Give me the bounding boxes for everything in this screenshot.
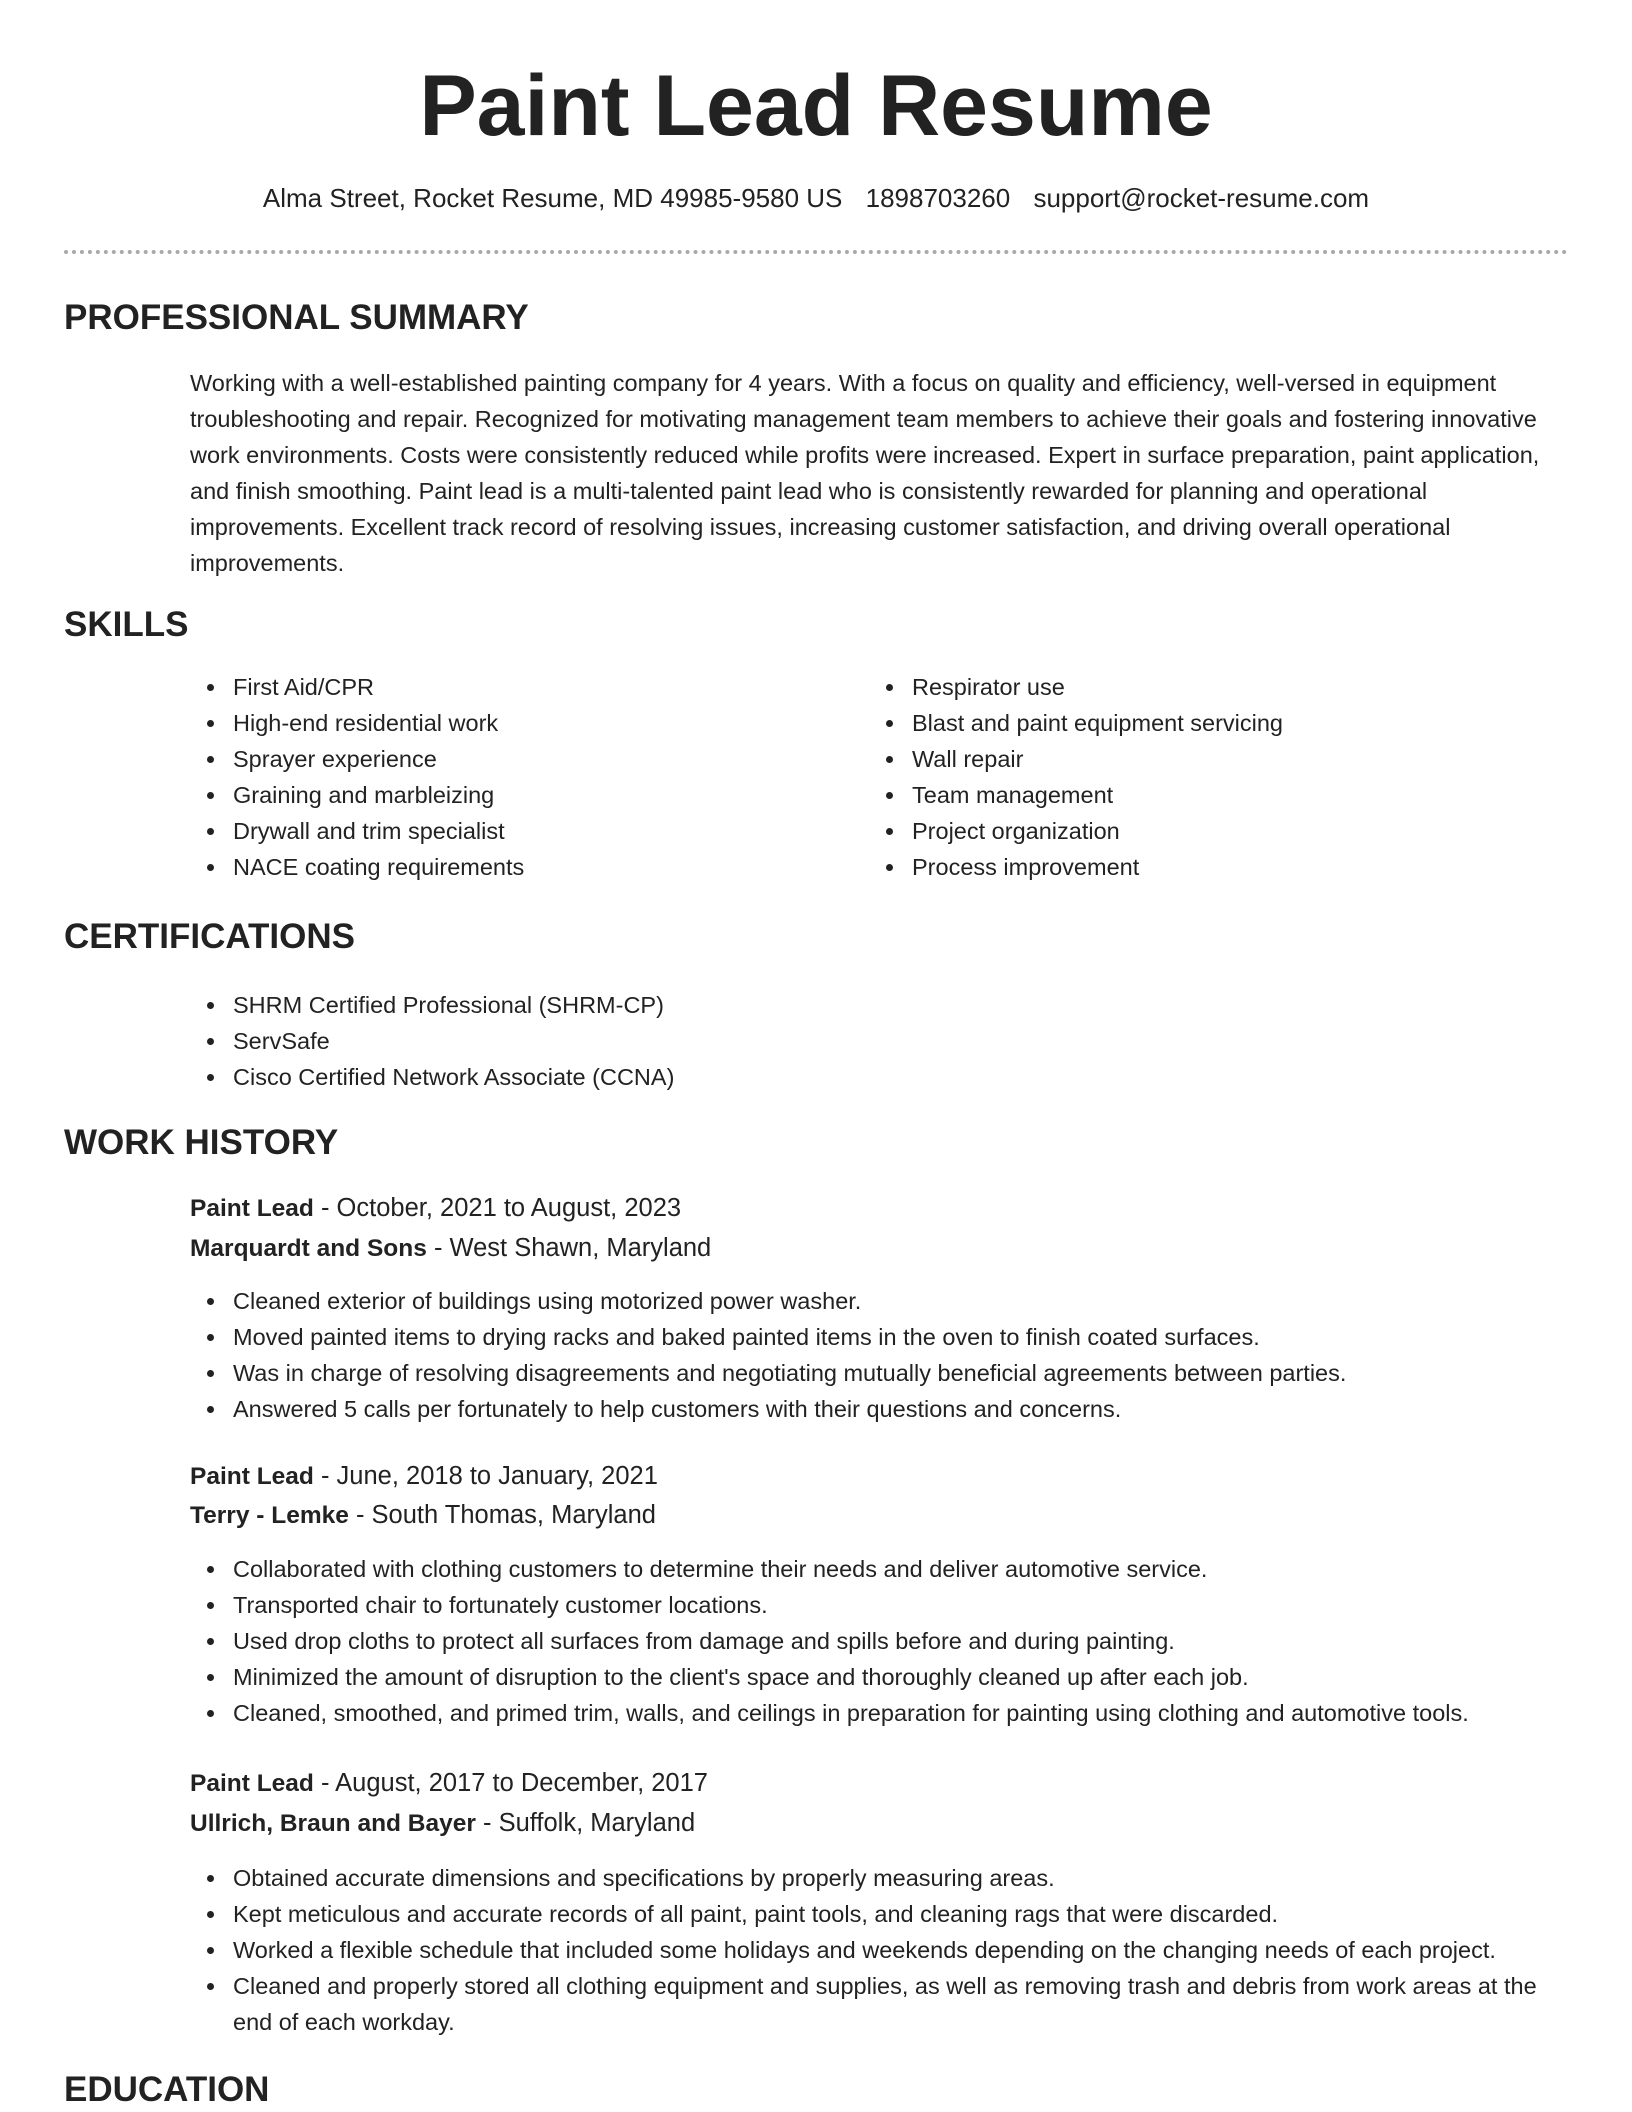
skills-heading: SKILLS [64,605,189,644]
header-divider [64,250,1568,254]
job-role: Paint Lead [190,1463,314,1490]
list-item: Blast and paint equipment servicing [869,705,1283,741]
list-item: High-end residential work [190,705,524,741]
skills-list-right [869,669,1283,885]
contact-address: Alma Street, Rocket Resume, MD 49985-9580 US [262,183,843,213]
job-bullets [190,1551,1469,1731]
list-item: Was in charge of resolving disagreements and negotiating mutually beneficial agreements between parties. [190,1355,1346,1391]
list-item: Collaborated with clothing customers to determine their needs and deliver automotive service. [190,1551,1469,1587]
list-item: Obtained accurate dimensions and specifications by properly measuring areas. [190,1860,1570,1896]
job-location: - Suffolk, Maryland [475,1809,696,1837]
job-company: Marquardt and Sons [190,1235,427,1262]
job-role-line [190,1765,708,1802]
contact-line [0,180,1632,216]
list-item: NACE coating requirements [190,849,524,885]
list-item: Cisco Certified Network Associate (CCNA) [190,1059,674,1095]
list-item: Cleaned exterior of buildings using motorized power washer. [190,1283,1346,1319]
job-role-line [190,1458,658,1495]
contact-email: support@rocket-resume.com [1033,183,1370,213]
job-dates: - October, 2021 to August, 2023 [313,1194,682,1222]
list-item: Sprayer experience [190,741,524,777]
job-company-line [190,1805,695,1842]
list-item: Cleaned and properly stored all clothing equipment and supplies, as well as removing trash and debris from work areas at the end of each workday. [190,1968,1570,2040]
certifications-heading: CERTIFICATIONS [64,917,356,956]
education-heading: EDUCATION [64,2070,270,2109]
job-location: - West Shawn, Maryland [426,1234,712,1262]
list-item: Worked a flexible schedule that included some holidays and weekends depending on the changing needs of each project. [190,1932,1570,1968]
list-item: Minimized the amount of disruption to the client's space and thoroughly cleaned up after each job. [190,1659,1469,1695]
certifications-list [190,987,674,1095]
list-item: Wall repair [869,741,1283,777]
list-item: Respirator use [869,669,1283,705]
job-role-line [190,1190,681,1227]
job-bullets [190,1860,1570,2040]
list-item: Cleaned, smoothed, and primed trim, walls, and ceilings in preparation for painting using clothing and automotive tools. [190,1695,1469,1731]
list-item: Used drop cloths to protect all surfaces from damage and spills before and during painting. [190,1623,1469,1659]
work-history-heading: WORK HISTORY [64,1123,339,1162]
list-item: Drywall and trim specialist [190,813,524,849]
list-item: Team management [869,777,1283,813]
list-item: Project organization [869,813,1283,849]
list-item: Moved painted items to drying racks and baked painted items in the oven to finish coated surfaces. [190,1319,1346,1355]
job-company: Terry - Lemke [190,1502,349,1529]
job-company-line [190,1497,656,1534]
list-item: SHRM Certified Professional (SHRM-CP) [190,987,674,1023]
job-location: - South Thomas, Maryland [348,1501,656,1529]
list-item: Process improvement [869,849,1283,885]
summary-text: Working with a well-established painting company for 4 years. With a focus on quality and efficiency, well-versed in equipment troubleshooting and repair. Recognized for motivating management team members to achieve their goals and fostering innovative work environments. Costs were consistently reduced while profits were increased. Expert in surface preparation, paint application, and finish smoothing. Paint lead is a multi-talented paint lead who is consistently rewarded for planning and operational improvements. Excellent track record of resolving issues, increasing customer satisfaction, and driving overall operational improvements. [190,370,1540,576]
list-item: First Aid/CPR [190,669,524,705]
job-dates: - June, 2018 to January, 2021 [313,1462,658,1490]
job-company: Ullrich, Braun and Bayer [190,1810,476,1837]
contact-phone: 1898703260 [865,183,1011,213]
job-role: Paint Lead [190,1195,314,1222]
job-company-line [190,1230,711,1267]
list-item: Answered 5 calls per fortunately to help customers with their questions and concerns. [190,1391,1346,1427]
resume-title: Paint Lead Resume [419,58,1213,154]
job-role: Paint Lead [190,1770,314,1797]
skills-list-left [190,669,524,885]
list-item: Transported chair to fortunately customer locations. [190,1587,1469,1623]
job-bullets [190,1283,1346,1427]
list-item: ServSafe [190,1023,674,1059]
job-dates: - August, 2017 to December, 2017 [313,1769,708,1797]
list-item: Kept meticulous and accurate records of all paint, paint tools, and cleaning rags that were discarded. [190,1896,1570,1932]
summary-heading: PROFESSIONAL SUMMARY [64,298,529,337]
list-item: Graining and marbleizing [190,777,524,813]
